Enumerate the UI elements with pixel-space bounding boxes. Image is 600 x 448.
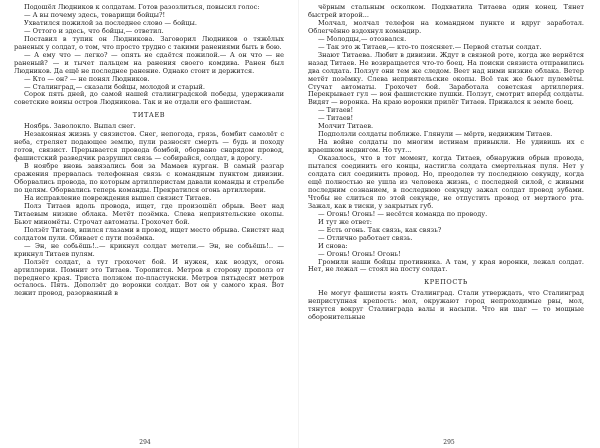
paragraph: Подошёл Людников к солдатам. Готов разозлиться, повысил голос: [24, 3, 260, 11]
paragraph: На войне солдаты по многим истинам привыкли. Не удивишь их с краешком недвигом. Но тут... [308, 138, 584, 155]
paragraph: — Эн, не собьёшь!..— крикнул солдат метели.— Эн, не собьёшь!.. — крикнул Титаев пулям. [14, 241, 284, 258]
paragraph: — Так это ж Титаев,— кто-то поясняет.— Первой статьи солдат. [318, 42, 542, 51]
left-page [0, 0, 290, 448]
right-page-block1 [308, 4, 584, 274]
paragraph: Ухватился пожилой за последнее слово — бойцы. [24, 18, 197, 27]
paragraph: В ноябре вновь завязались бои за Мамаев курган. В самый разгар сражения прервалась телефонная связь с командным пунктом дивизии. Оборвались провода, по которым артиллеристам давали команды и стрельбе по целям. Оборвались теперь команды. Прекратился огонь артиллерии. [14, 162, 284, 195]
paragraph: И тут же ответ: [318, 217, 372, 226]
paragraph: Оказалось, что в тот момент, когда Титаев, обнаружив обрыв провода, пытался соединить его концы, настигла солдата смертельная пуля. Нет у солдата сил соединить провод. Но, преодолев ту последнюю секунду, когда ещё полностью не ушла из человека жизнь, с последней силой, с живыми последним сознанием, в последнюю секунду зажал солдат провод зубами. Чтобы не слиться по этой секунде, не отпустить провод от мертвого рта. Зажал, как в тиски, у закрытых губ. [308, 154, 584, 210]
paragraph: Знают Титаева. Любит в дивизии. Ждут в связной роте, когда же вернётся назад Титаев. Не возвращается что-то боец. На поиски связиста отправились два солдата. Ползут они тем же следом. Веет над ними низкие облака. Ветер метёт позёмку. Слева неприятельские окопы. Всё так же бьют пулемёты. Стучат автоматы. Грохочет бой. Заработала советская артиллерия. Перекрывает гул — вон фашистские пушки. Ползут, смотрит вперёд солдаты. Видят — воронка. На краю воронки прилёг Титаев. Прижался к земле боец. [308, 50, 584, 107]
paragraph: — Сталинград,— сказали бойцы, молодой и старый. [24, 82, 205, 91]
paragraph: На исправление повреждения вышел связист Титаев. [24, 193, 212, 202]
paragraph: Подползли солдаты поближе. Глянули — мёртв, недвижим Титаев. [318, 130, 553, 139]
left-page-block2 [14, 123, 284, 298]
section-title-krepost: КРЕПОСТЬ [424, 278, 468, 287]
paragraph: Полз Титаев вдоль провода, ищет, где произошёл обрыв. Веет над Титаевым низкие облака. Метёт позёмка. Слева неприятельские окопы. Бьют миномёты. Строчат автоматы. Грохочет бой. [14, 201, 284, 226]
paragraph: Ползёт Титаев, впился глазами в провод, ищет место обрыва. Свистят над солдатом пули. Сбивает с пути позёмка. [14, 225, 284, 242]
paragraph: Молчал, молчал телефон на командном пункте и вдруг заработал. Облегчённо вздохнул командир. [308, 18, 584, 35]
paragraph: — Огонь! Огонь! Огонь! [318, 249, 401, 258]
paragraph: Сорок пять дней, до самой нашей сталинградской победы, удерживали советские воины остров Людникова. Так и не отдали его фашистам. [14, 90, 284, 107]
paragraph: чёрным стальным осколком. Подхватила Титаева один конец. Тянет быстрей второй... [308, 3, 584, 19]
page-number-left: 294 [139, 439, 151, 446]
left-page-block1 [14, 4, 284, 107]
right-page [304, 0, 594, 448]
paragraph: Поставил в тупик он Людникова. Заговорил Людников о тяжёлых раненых у солдат, о том, что просто трудно с такими ранениями быть в бою. [14, 34, 284, 51]
paragraph: Молчит Титаев. [318, 122, 374, 131]
paragraph: Не могут фашисты взять Сталинград. Стали утверждать, что Сталинград неприступная крепость: мол, окружают город непроходимые рвы, мол, тянутся вокруг Сталинграда валы и насыпи. Что ни шаг — то мощные оборонительные [308, 289, 584, 322]
paragraph: Незаконная жизнь у связистов. Снег, непогода, грязь, бомбит самолёт с неба, стреляет подающее землю, пули разносят смерть — будь и походу готов, связист. Прерывается провода бомбой, оборвано снарядом провод, фашистский разведчик разрушил связь — собирайся, солдат, в дорогу. [14, 130, 284, 163]
page-number-right: 295 [443, 439, 455, 446]
paragraph: Ползёт солдат, а тут грохочет бой. И нужен, как воздух, огонь артиллерии. Помнит это Титаев. Торопится. Метров я сторону прополз от переднего края. Триста ползком по-пластунски. Метров пятьдесят метров осталось. Пять. Доползёт до воронки солдат. Вот он у самого края. Вот лежит провод, разорванный в [14, 257, 284, 298]
paragraph: — А вы почему здесь, товарищи бойцы?! [24, 10, 166, 19]
paragraph: — Титаев! [318, 106, 354, 115]
paragraph: — Оттого и здесь, что бойцы,— ответил. [24, 26, 164, 35]
section-title-titaev: ТИТАЕВ [132, 111, 166, 120]
paragraph: Ноябрь. Заволокло. Выпал снег. [24, 122, 136, 131]
paragraph: — А ему что — легко? — опять не сдаётся пожилой.— А он что — не раненый? — и тычет пальцем на ранения своего комдива. Ранен был Людников. Да ещё не последнее ранение. Однако стоит и держится. [14, 50, 284, 75]
right-page-block2 [308, 290, 584, 322]
paragraph: И снова: [318, 241, 348, 250]
book-gutter [298, 0, 299, 448]
paragraph: — Молодцы,— отозвался. [318, 34, 407, 43]
paragraph: — Отлично работает связь. [318, 233, 413, 242]
paragraph: Громили наши бойцы противника. А там, у края воронки, лежал солдат. Нет, не лежал — стоял на посту солдат. [308, 257, 584, 274]
paragraph: — Есть огонь. Так связь, как связь? [318, 225, 442, 234]
paragraph: — Огонь! Огонь! — несётся команда по проводу. [318, 209, 488, 218]
paragraph: — Кто — он? — не понял Людников. [24, 74, 150, 83]
paragraph: — Титаев! [318, 114, 354, 123]
